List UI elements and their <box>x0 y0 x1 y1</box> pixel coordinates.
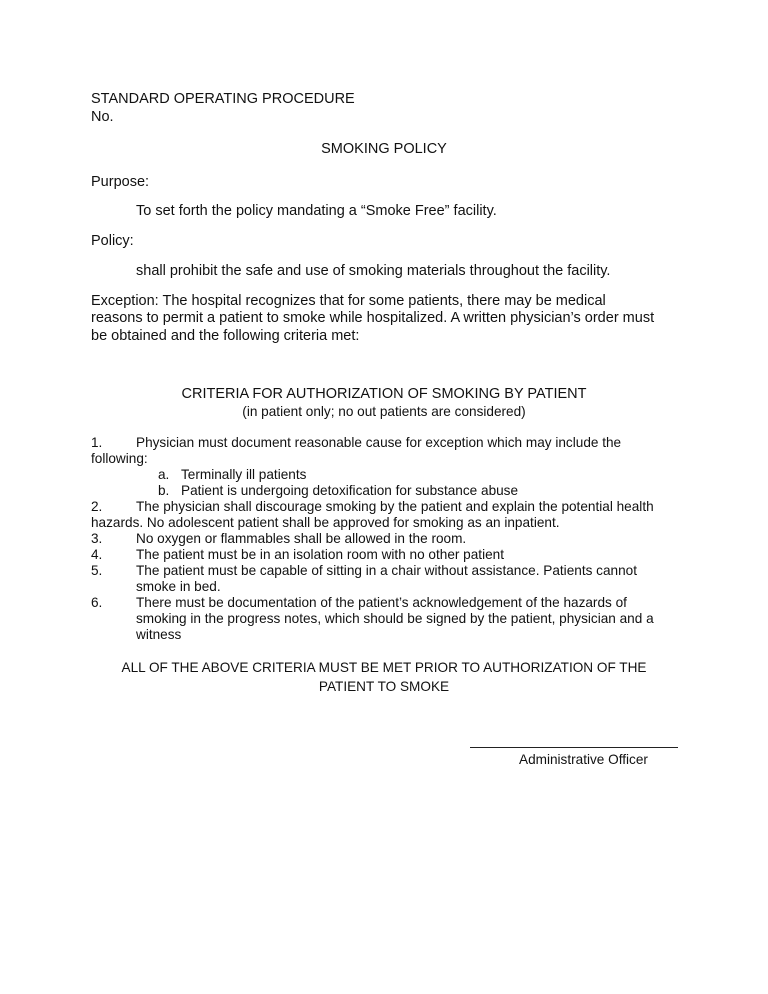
criteria-item-number: 4. <box>91 547 103 562</box>
criteria-item-number: 3. <box>91 531 103 546</box>
criteria-item-text: smoke in bed. <box>136 579 221 594</box>
criteria-item-text: The physician shall discourage smoking by the patient and explain the potential health <box>136 499 654 514</box>
criteria-item-number: 1. <box>91 435 103 450</box>
criteria-item-number: 5. <box>91 563 103 578</box>
criteria-subheading: (in patient only; no out patients are considered) <box>242 404 526 419</box>
criteria-item-text: smoking in the progress notes, which should be signed by the patient, physician and a <box>136 611 654 626</box>
criteria-item-text: The patient must be capable of sitting in a chair without assistance. Patients cannot <box>136 563 637 578</box>
criteria-item-text: following: <box>91 451 148 466</box>
closing-statement: PATIENT TO SMOKE <box>318 679 450 694</box>
sop-title: STANDARD OPERATING PROCEDURE <box>91 91 355 107</box>
signature-line <box>470 747 678 748</box>
exception-line: be obtained and the following criteria met: <box>91 328 360 344</box>
criteria-item-text: hazards. No adolescent patient shall be approved for smoking as an inpatient. <box>91 515 560 530</box>
purpose-label: Purpose: <box>91 174 150 190</box>
criteria-subitem-letter: a. <box>158 467 170 482</box>
exception-line: Exception: The hospital recognizes that for some patients, there may be medical <box>91 293 606 309</box>
policy-title: SMOKING POLICY <box>321 141 447 157</box>
purpose-text: To set forth the policy mandating a “Smoke Free” facility. <box>136 203 497 219</box>
sop-number-label: No. <box>91 109 114 125</box>
criteria-subitem-letter: b. <box>158 483 170 498</box>
criteria-subitem-text: Patient is undergoing detoxification for substance abuse <box>181 483 519 498</box>
criteria-item-text: Physician must document reasonable cause for exception which may include the <box>136 435 622 450</box>
closing-statement: ALL OF THE ABOVE CRITERIA MUST BE MET PRIOR TO AUTHORIZATION OF THE <box>121 660 647 675</box>
criteria-item-text: witness <box>136 627 182 642</box>
policy-label: Policy: <box>91 233 134 249</box>
criteria-heading: CRITERIA FOR AUTHORIZATION OF SMOKING BY PATIENT <box>181 386 587 402</box>
criteria-item-text: The patient must be in an isolation room with no other patient <box>136 547 505 562</box>
criteria-item-number: 6. <box>91 595 103 610</box>
exception-line: reasons to permit a patient to smoke while hospitalized. A written physician’s order must <box>91 310 655 326</box>
criteria-item-text: There must be documentation of the patient’s acknowledgement of the hazards of <box>136 595 627 610</box>
signature-label: Administrative Officer <box>519 752 648 767</box>
criteria-item-text: No oxygen or flammables shall be allowed in the room. <box>136 531 467 546</box>
criteria-subitem-text: Terminally ill patients <box>181 467 307 482</box>
policy-text: shall prohibit the safe and use of smoking materials throughout the facility. <box>136 263 611 279</box>
criteria-item-number: 2. <box>91 499 103 514</box>
